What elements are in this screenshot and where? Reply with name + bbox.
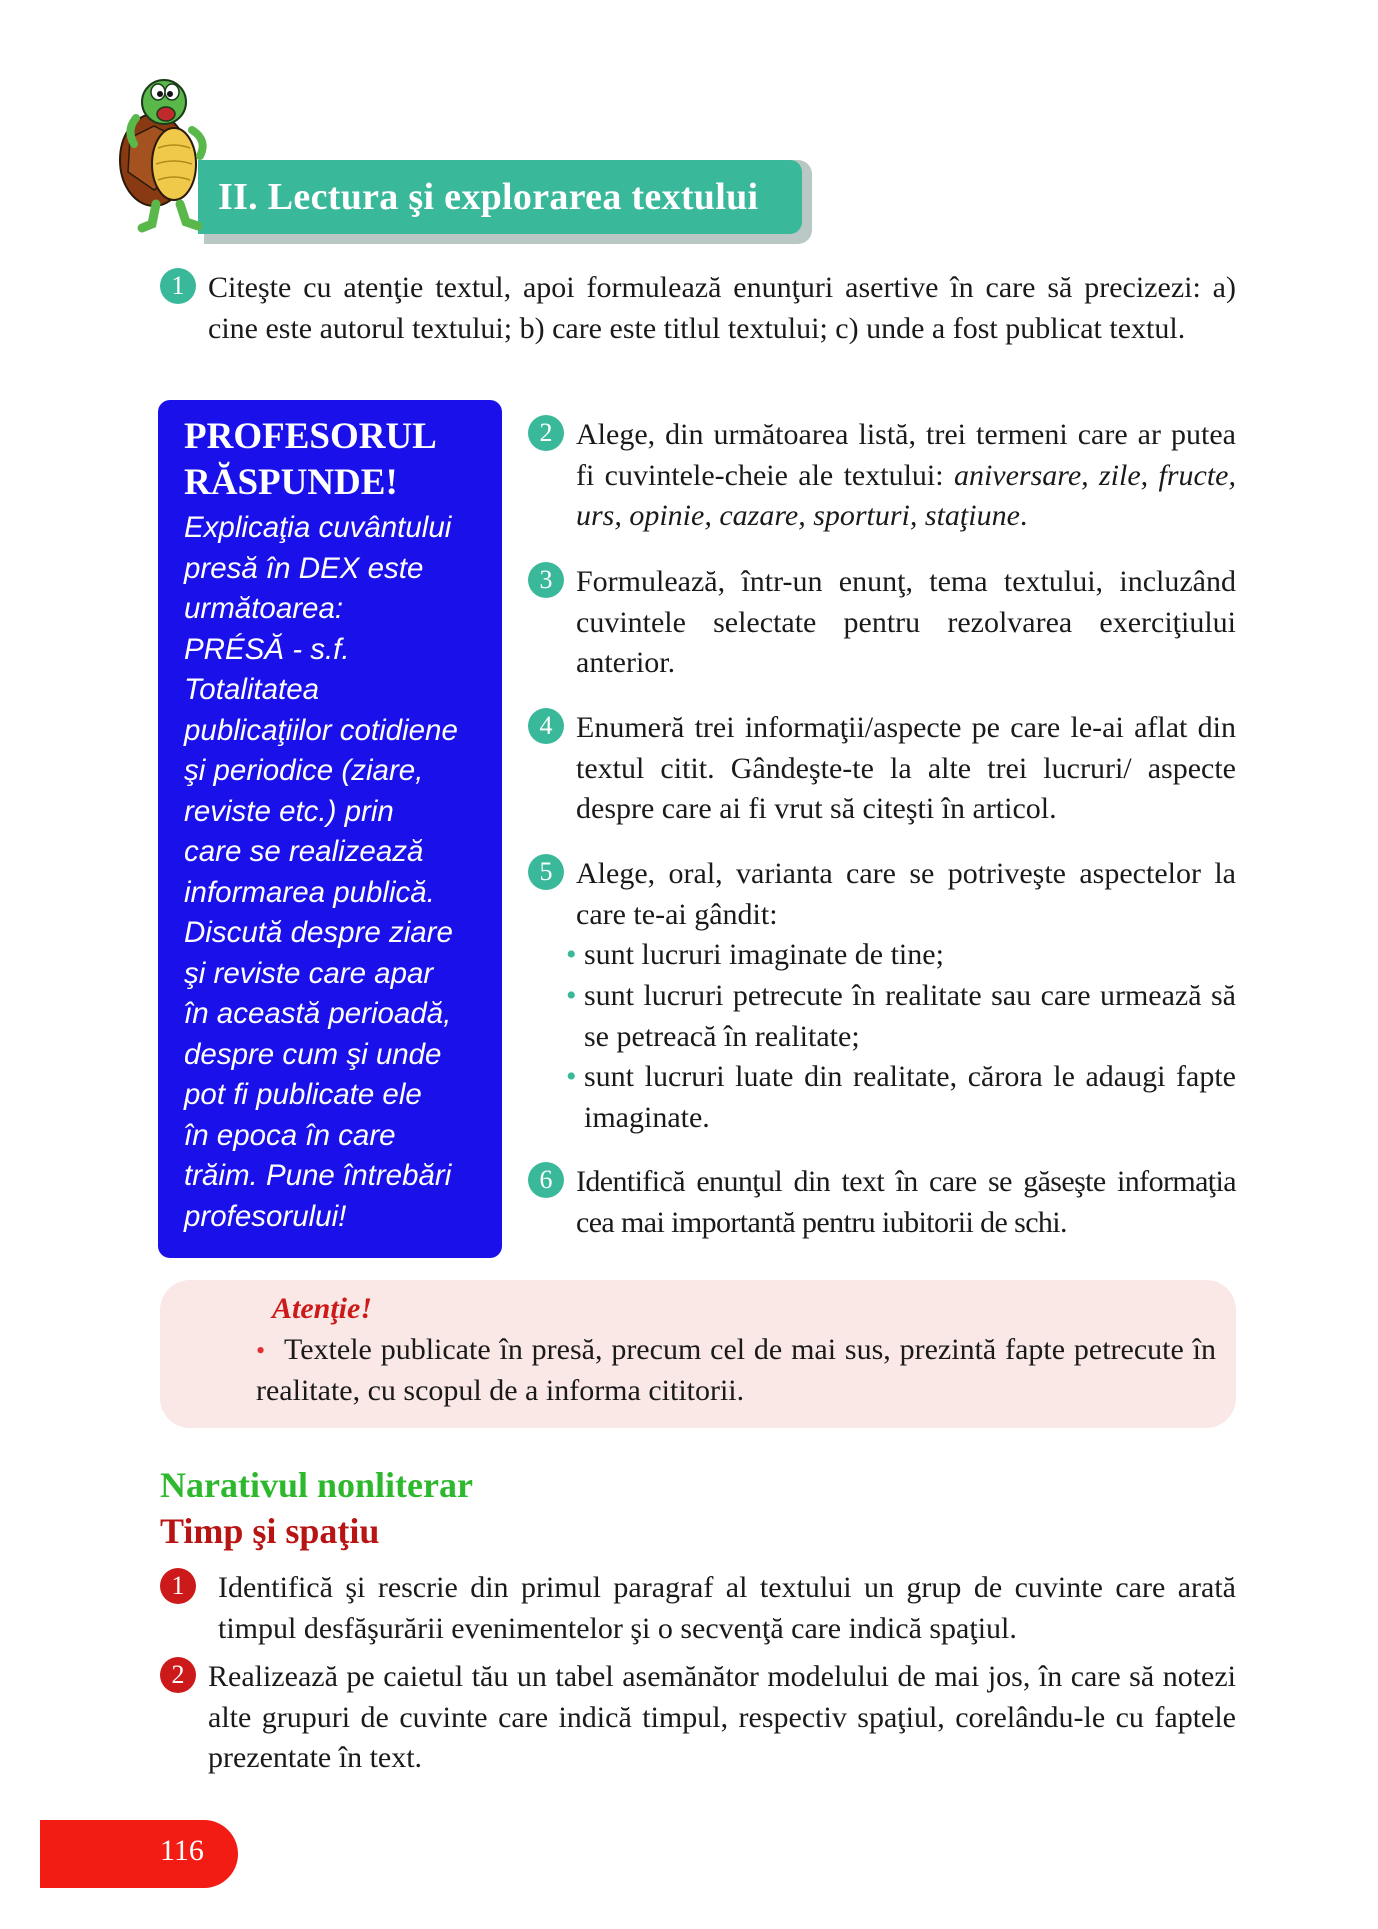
turtle-mascot-illustration	[108, 68, 218, 238]
exercise-number-6: 6	[528, 1162, 564, 1198]
exercise-2-text	[576, 415, 1236, 537]
exercise-number-3: 3	[528, 562, 564, 598]
exercise-5-option-2-text: sunt lucruri petrecute în realitate sau care urmează să se petreacă în realitate;	[584, 979, 1236, 1053]
exercise-6-text: Identifică enunţul din text în care se găseşte informaţia cea mai importantă pentru iubitorii de schi.	[576, 1165, 1236, 1239]
exercise-b1-text: Identifică şi rescrie din primul paragraf al textului un grup de cuvinte care arată timpul desfăşurării evenimentelor şi o secvenţă care indică spaţiul.	[218, 1571, 1236, 1645]
page-number-tab	[40, 1820, 238, 1888]
exercise-number-b2: 2	[160, 1657, 196, 1693]
attention-title: Atenţie!	[272, 1292, 373, 1325]
exercise-number-2: 2	[528, 415, 564, 451]
section-title: II. Lectura şi explorarea textului	[218, 176, 759, 218]
attention-text: Textele publicate în presă, precum cel de mai sus, prezintă fapte petrecute în realitate, cu scopul de a informa cititorii.	[256, 1333, 1216, 1407]
exercise-5-option-3-text: sunt lucruri luate din realitate, cărora le adaugi fapte imaginate.	[584, 1060, 1236, 1134]
professor-answers-box	[158, 400, 502, 1258]
attention-note-box	[160, 1280, 1236, 1428]
subheading-narrative: Narativul nonliterar	[160, 1465, 473, 1505]
page-number: 116	[160, 1834, 204, 1867]
exercise-number-1: 1	[160, 268, 196, 304]
exercise-number-4: 4	[528, 708, 564, 744]
professor-box-title-line2: RĂSPUNDE!	[184, 462, 398, 503]
bullet-icon: •	[566, 979, 577, 1012]
subheading-time-space: Timp şi spaţiu	[160, 1511, 380, 1551]
exercise-4-text: Enumeră trei informaţii/aspecte pe care le-ai aflat din textul citit. Gândeşte-te la alte trei lucruri/ aspecte despre care ai fi vrut să citeşti în articol.	[576, 711, 1236, 825]
exercise-2-text-plain: Alege, din următoarea listă, trei termeni care ar putea fi cuvintele-cheie ale textului:	[576, 418, 1236, 492]
exercise-5-option-1-text: sunt lucruri imaginate de tine;	[584, 938, 944, 971]
exercise-5-text: Alege, oral, varianta care se potriveşte aspectelor la care te-ai gândit:	[576, 857, 1236, 931]
exercise-2-text-end: .	[1019, 499, 1028, 532]
exercise-number-b1: 1	[160, 1568, 196, 1604]
bullet-icon: •	[566, 938, 577, 971]
professor-box-title	[184, 414, 494, 506]
professor-box-text: Explicaţia cuvântului presă în DEX este următoarea: PRÉSĂ - s.f. Totalitatea publicaţiilor cotidiene şi periodice (ziare, reviste etc.) prin care se realizează informarea publică. Discută despre ziare şi reviste care apar în această perioadă, despre cum şi unde pot fi publicate ele în epoca în care trăim. Pune întrebări profesorului!	[184, 511, 458, 1233]
exercise-2-keyword-list: aniversare, zile, fructe, urs, opinie, cazare, sporturi, staţiune	[576, 458, 1236, 532]
section-header	[198, 160, 802, 234]
professor-box-title-line1: PROFESORUL	[184, 416, 437, 457]
exercise-1-text: Citeşte cu atenţie textul, apoi formulează enunţuri asertive în care să precizezi: a) cine este autorul textului; b) care este titlul textului; c) unde a fost publicat textul.	[208, 271, 1236, 345]
bullet-icon: •	[566, 1060, 577, 1093]
exercise-number-5: 5	[528, 854, 564, 890]
exercise-3-text: Formulează, într-un enunţ, tema textului, incluzând cuvintele selectate pentru rezolvarea exerciţiului anterior.	[576, 565, 1236, 679]
exercise-b2-text: Realizează pe caietul tău un tabel asemănător modelului de mai jos, în care să notezi alte grupuri de cuvinte care indică timpul, respectiv spaţiul, corelându-le cu faptele prezentate în text.	[208, 1660, 1236, 1774]
bullet-icon: •	[256, 1336, 266, 1365]
